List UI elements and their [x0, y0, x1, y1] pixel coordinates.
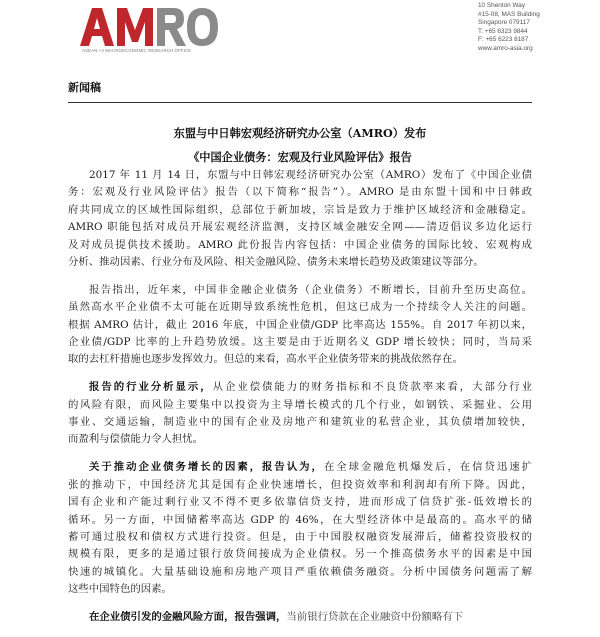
text-line: 分析、推动因素、行业分布及风险、相关金融风险、债务未来增长趋势及政策建议等部分。 — [68, 255, 484, 268]
amro-logo — [80, 2, 210, 60]
report-title: 《中国企业债务：宏观及行业风险评估》报告 — [188, 150, 412, 164]
text-line: 快速的城镇化。大量基础设施和房地产项目严重依赖债务融资。分析中国债务问题需了解 — [68, 565, 532, 578]
text-line: 事业、交通运输，制造业中的国有企业及房地产和建筑业的私营企业，其负债增加较快， — [68, 416, 532, 429]
press-release-title: 东盟与中日韩宏观经济研究办公室（AMRO）发布 — [173, 126, 427, 140]
fax-line: F: +65 6223 8187 — [478, 36, 529, 44]
paragraph-intro — [68, 167, 532, 271]
address-line: 10 Shenton Way — [478, 2, 526, 9]
header-divider — [68, 102, 532, 103]
text-line — [68, 609, 532, 626]
address-line: Singapore 079117 — [478, 19, 530, 27]
paragraph-sector-analysis — [68, 379, 532, 449]
text-line: 报告指出，近年来，中国非金融企业债务（企业债务）不断增长，目前升至历史高位。 — [89, 283, 532, 296]
text-line: 蓄可通过股权和债权方式进行投资。但是，由于中国股权融资发展滞后，储蓄投资股权的 — [68, 530, 532, 543]
paragraph-financial-risk — [68, 609, 532, 626]
paragraph-debt-drivers — [68, 459, 532, 598]
text-line: 循环。另一方面，中国储蓄率高达 GDP 的 46%，在大型经济体中是最高的。高水平的储 — [68, 513, 532, 526]
text-run: 当前银行贷款在企业融资中份额略有下 — [286, 610, 464, 623]
text-line: 2017 年 11 月 14 日，东盟与中日韩宏观经济研究办公室（AMRO）发布了《中国企业债 — [89, 169, 532, 181]
text-line: 根据 AMRO 估计，截止 2016 年底，中国企业债/GDP 比率高达 155%。自 2017 年初以来， — [68, 318, 532, 331]
office-address — [478, 2, 540, 54]
text-line: 取的去杠杆措施也逐步发挥效力。但总的来看，高水平企业债务带来的挑战依然存在。 — [68, 353, 463, 366]
paragraph-lead: 报告的行业分析显示， — [89, 381, 213, 394]
text-line: 务：宏观及行业风险评估》报告（以下简称“报告”）。AMRO 是由东盟十国和中日韩政 — [68, 186, 532, 199]
text-line: 国有企业和产能过剩行业又不得不更多依靠信贷支持，进而形成了信贷扩张-低效增长的 — [68, 496, 532, 509]
text-line — [68, 379, 532, 396]
paragraph-lead: 在企业债引发的金融风险方面，报告强调， — [89, 610, 287, 623]
text-line — [68, 459, 532, 476]
text-line: 而盈利与偿债能力令人担忧。 — [68, 433, 204, 446]
phone-line: T: +65 6323 9844 — [478, 27, 528, 35]
text-run: 在全球金融危机爆发后，在信贷迅速扩 — [323, 461, 532, 474]
text-line: 张的推动下，中国经济尤其是国有企业快速增长，但投资效率和利润却有所下降。因此， — [68, 478, 532, 491]
text-line: AMRO 职能包括对成员开展宏观经济监测，支持区域金融安全网——清迈倡议多边化运行 — [68, 221, 532, 234]
website-link[interactable]: www.amro-asia.org — [478, 44, 533, 52]
amro-logo-mark — [80, 8, 218, 48]
text-line: 府共同成立的区域性国际组织，总部位于新加坡，宗旨是致力于维护区域经济和金融稳定。 — [68, 203, 532, 216]
document-type-label: 新闻稿 — [68, 81, 101, 94]
text-line: 这些中国特色的因素。 — [68, 583, 172, 596]
text-line: 及对成员提供技术援助。AMRO 此份报告内容包括：中国企业债务的国际比较、宏观构成 — [68, 238, 532, 251]
paragraph-lead: 关于推动企业债务增长的因素，报告认为， — [89, 461, 324, 474]
paragraph-summary — [68, 282, 532, 369]
text-line: 虽然高水平企业债不太可能在近期导致系统性危机，但这已成为一个持续令人关注的问题。 — [68, 301, 532, 314]
address-line: #15-08, MAS Building — [478, 10, 540, 18]
text-line: 的风险有限，而风险主要集中以投资为主导增长模式的几个行业，如钢铁、采掘业、公用 — [68, 398, 532, 411]
text-run: 从企业偿债能力的财务指标和不良贷款率来看，大部分行业 — [212, 381, 533, 394]
logo-tagline: ASEAN +3 MACROECONOMIC RESEARCH OFFICE — [82, 48, 192, 53]
text-line: 规模有限，更多的是通过银行放贷间接成为企业债权。另一个推高债务水平的因素是中国 — [68, 548, 532, 561]
text-line: 企业债/GDP 比率的上升趋势放缓。这主要是由于近期名义 GDP 增长较快；同时，当局采 — [68, 336, 532, 349]
body-text — [68, 167, 532, 637]
